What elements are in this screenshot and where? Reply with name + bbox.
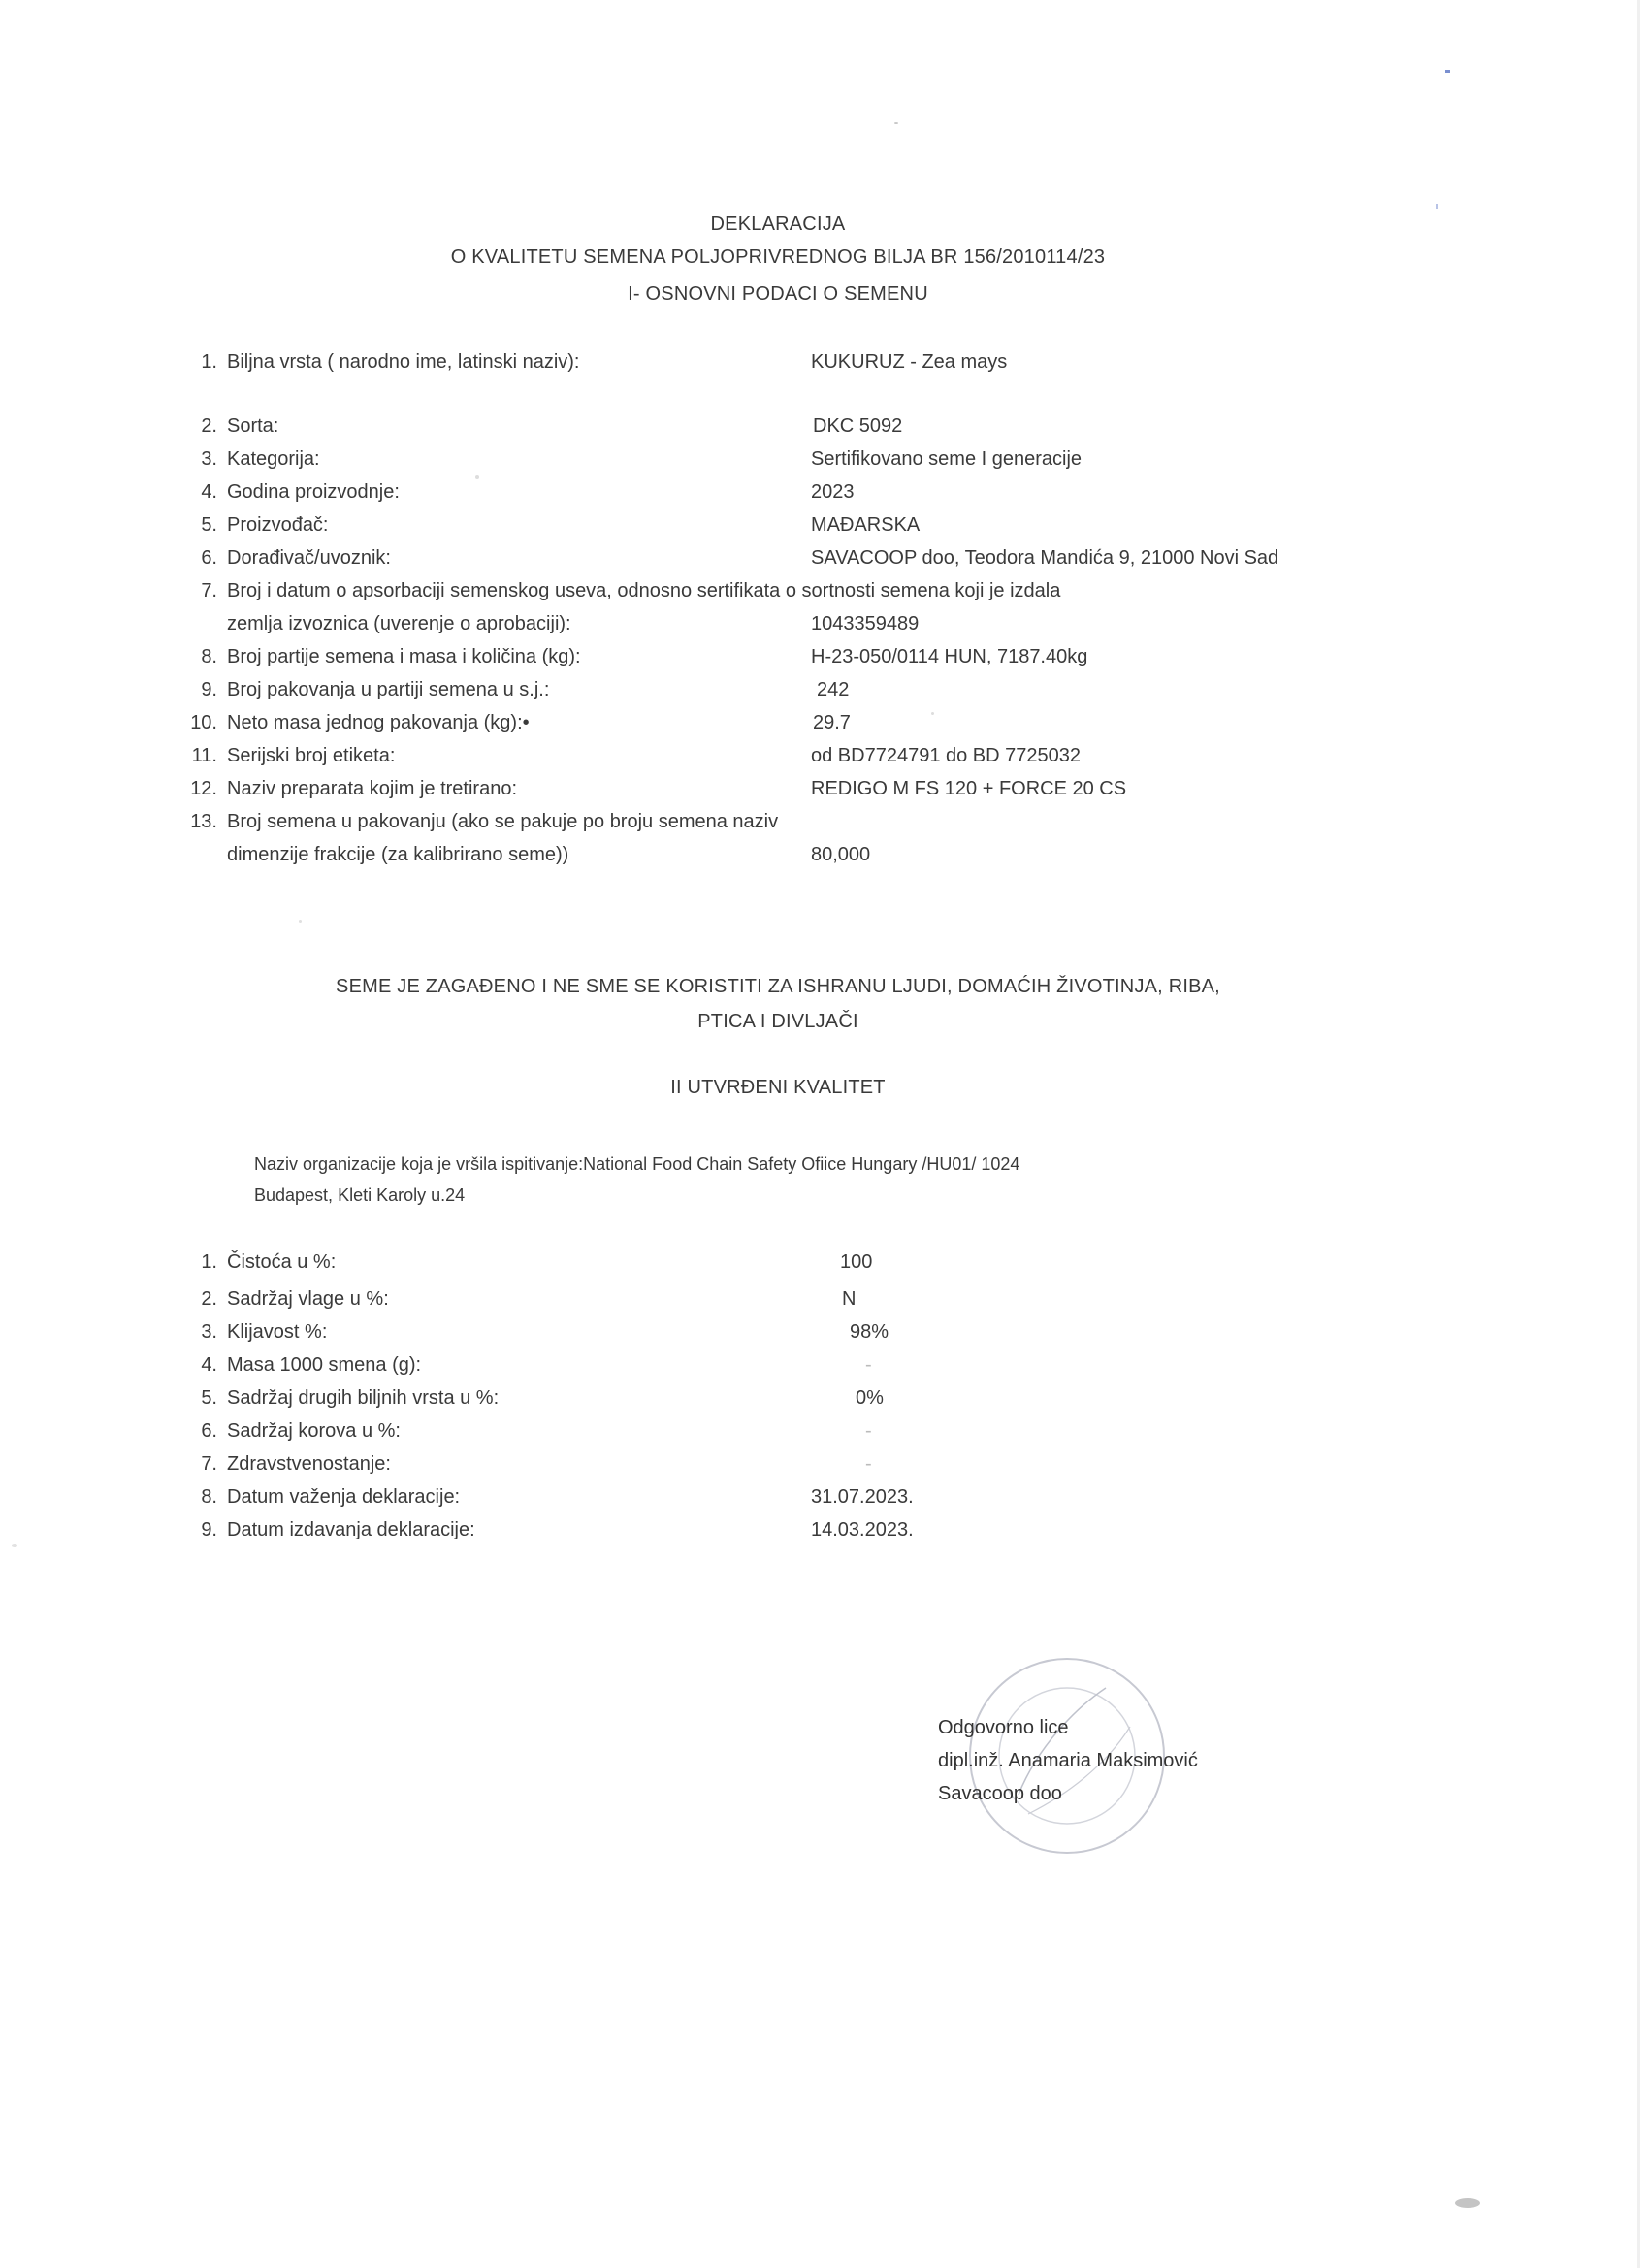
- item-value: MAĐARSKA: [811, 514, 921, 535]
- item-number: 4.: [201, 1354, 217, 1376]
- item-label: Naziv preparata kojim je tretirano:: [227, 778, 518, 799]
- item-value: Sertifikovano seme I generacije: [811, 448, 1083, 470]
- item-value: 100: [840, 1251, 873, 1273]
- item-number: 13.: [190, 811, 217, 832]
- item-label: Masa 1000 smena (g):: [227, 1354, 422, 1376]
- item-value: 31.07.2023.: [811, 1486, 914, 1507]
- scan-speck: [894, 122, 898, 124]
- item-label: Neto masa jednog pakovanja (kg):•: [227, 712, 530, 733]
- scan-speck: [475, 475, 479, 479]
- item-value: -: [865, 1420, 872, 1442]
- item-number: 2.: [201, 1288, 217, 1310]
- item-value: 0%: [856, 1387, 884, 1409]
- item-label: Čistoća u %:: [227, 1251, 337, 1273]
- item-number: 12.: [190, 778, 217, 799]
- item-label: Broj semena u pakovanju (ako se pakuje po broju semena naziv: [227, 811, 779, 832]
- scan-speck: [12, 1544, 17, 1547]
- scan-speck: [931, 712, 934, 715]
- item-number: 8.: [201, 646, 217, 667]
- item-value: DKC 5092: [813, 415, 903, 437]
- item-number: 10.: [190, 712, 217, 733]
- item-number: 5.: [201, 514, 217, 535]
- section1-title: I- OSNOVNI PODACI O SEMENU: [628, 283, 928, 305]
- item-number: 9.: [201, 679, 217, 700]
- item-number: 9.: [201, 1519, 217, 1540]
- item-value: KUKURUZ - Zea mays: [811, 351, 1008, 373]
- item-label: Sadržaj korova u %:: [227, 1420, 401, 1442]
- item-number: 3.: [201, 1321, 217, 1343]
- item-value: od BD7724791 do BD 7725032: [811, 745, 1082, 766]
- item-label: Godina proizvodnje:: [227, 481, 400, 502]
- item-label: Broj partije semena i masa i količina (kg):: [227, 646, 581, 667]
- item-number: 7.: [201, 1453, 217, 1474]
- item-label: Dorađivač/uvoznik:: [227, 547, 391, 568]
- signature-role: Odgovorno lice: [938, 1717, 1069, 1738]
- item-label: Datum izdavanja deklaracije:: [227, 1519, 475, 1540]
- item-value: 2023: [811, 481, 855, 502]
- item-label: dimenzije frakcije (za kalibrirano seme)): [227, 844, 569, 865]
- item-number: 3.: [201, 448, 217, 470]
- scan-speck: [1455, 2198, 1480, 2208]
- item-label: Sorta:: [227, 415, 279, 437]
- item-number: 2.: [201, 415, 217, 437]
- scan-speck: [299, 920, 302, 923]
- signature-company: Savacoop doo: [938, 1783, 1062, 1804]
- item-value: -: [865, 1453, 872, 1474]
- item-label: Broj pakovanja u partiji semena u s.j.:: [227, 679, 550, 700]
- item-value: 14.03.2023.: [811, 1519, 914, 1540]
- item-label: Datum važenja deklaracije:: [227, 1486, 461, 1507]
- section2-title: II UTVRĐENI KVALITET: [670, 1077, 886, 1098]
- item-label: Broj i datum o apsorbaciji semenskog useva, odnosno sertifikata o sortnosti semena koji je izdala: [227, 580, 1061, 601]
- item-number: 7.: [201, 580, 217, 601]
- item-number: 8.: [201, 1486, 217, 1507]
- item-value: 242: [817, 679, 850, 700]
- item-number: 6.: [201, 547, 217, 568]
- item-value: -: [865, 1354, 872, 1376]
- item-label: Proizvođač:: [227, 514, 329, 535]
- warning-line-2: PTICA I DIVLJAČI: [697, 1011, 858, 1032]
- testing-organization: Naziv organizacije koja je vršila ispitivanje:National Food Chain Safety Ofiice Hungary /HU01/ 1024: [254, 1154, 1020, 1174]
- item-label: Sadržaj vlage u %:: [227, 1288, 389, 1310]
- scan-edge: [1637, 0, 1640, 2268]
- warning-line-1: SEME JE ZAGAĐENO I NE SME SE KORISTITI ZA ISHRANU LJUDI, DOMAĆIH ŽIVOTINJA, RIBA,: [336, 976, 1220, 997]
- item-number: 1.: [201, 1251, 217, 1273]
- item-value: H-23-050/0114 HUN, 7187.40kg: [811, 646, 1088, 667]
- item-value: SAVACOOP doo, Teodora Mandića 9, 21000 Novi Sad: [811, 547, 1279, 568]
- item-label: Sadržaj drugih biljnih vrsta u %:: [227, 1387, 500, 1409]
- item-label: Zdravstvenostanje:: [227, 1453, 391, 1474]
- item-number: 5.: [201, 1387, 217, 1409]
- item-value: REDIGO M FS 120 + FORCE 20 CS: [811, 778, 1127, 799]
- doc-title: DEKLARACIJA: [710, 213, 846, 235]
- item-value: N: [842, 1288, 857, 1310]
- testing-organization-address: Budapest, Kleti Karoly u.24: [254, 1185, 466, 1205]
- item-label: Kategorija:: [227, 448, 320, 470]
- item-label: Klijavost %:: [227, 1321, 328, 1343]
- item-value: 98%: [850, 1321, 889, 1343]
- item-value: 80,000: [811, 844, 871, 865]
- signature-name: dipl.inž. Anamaria Maksimović: [938, 1750, 1198, 1771]
- item-label: zemlja izvoznica (uverenje o aprobaciji):: [227, 613, 571, 634]
- doc-subtitle: O KVALITETU SEMENA POLJOPRIVREDNOG BILJA BR 156/2010114/23: [450, 246, 1106, 268]
- item-value: 29.7: [813, 712, 851, 733]
- item-number: 11.: [191, 745, 217, 766]
- item-label: Serijski broj etiketa:: [227, 745, 396, 766]
- item-label: Biljna vrsta ( narodno ime, latinski naziv):: [227, 351, 580, 373]
- scan-speck: [1445, 70, 1450, 73]
- item-number: 4.: [201, 481, 217, 502]
- item-number: 6.: [201, 1420, 217, 1442]
- item-number: 1.: [201, 351, 217, 373]
- scan-speck: [1436, 204, 1438, 209]
- item-value: 1043359489: [811, 613, 920, 634]
